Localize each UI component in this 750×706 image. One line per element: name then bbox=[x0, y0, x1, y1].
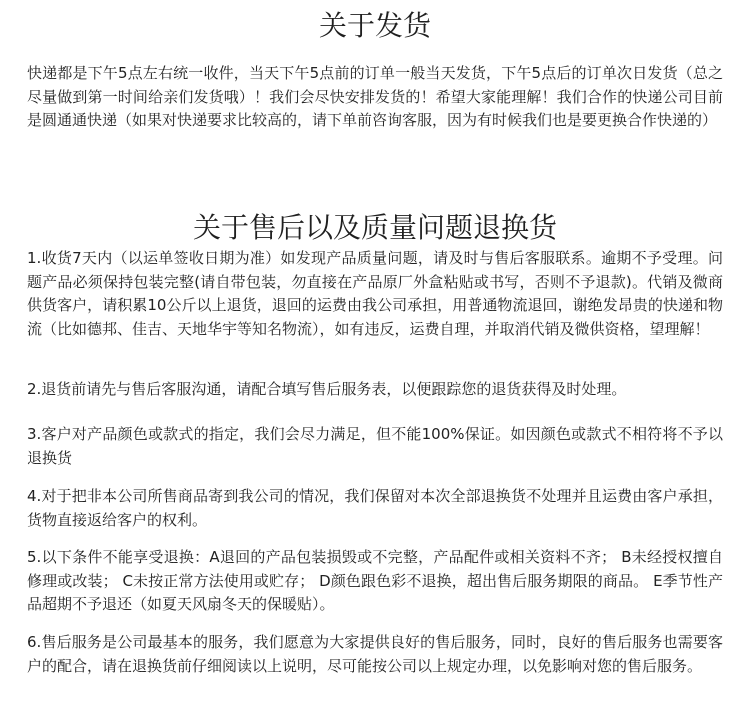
after-sales-item-6: 6.售后服务是公司最基本的服务，我们愿意为大家提供良好的售后服务，同时，良好的售后服务也需要客户的配合，请在退换货前仔细阅读以上说明，尽可能按公司以上规定办理，以免影响对您的售后服务。 bbox=[27, 633, 723, 675]
after-sales-item-3: 3.客户对产品颜色或款式的指定，我们会尽力满足，但不能100%保证。如因颜色或款式不相符将不予以退换货 bbox=[27, 425, 723, 467]
shipping-body: 快递都是下午5点左右统一收件，当天下午5点前的订单一般当天发货，下午5点后的订单次日发货（总之尽量做到第一时间给亲们发货哦）！我们会尽快安排发货的！希望大家能理解！我们合作的快递公司目前是圆通通快递（如果对快递要求比较高的，请下单前咨询客服，因为有时候我们也是要更换合作快递的） bbox=[27, 64, 723, 129]
shipping-title: 关于发货 bbox=[318, 9, 431, 42]
after-sales-item-2: 2.退货前请先与售后客服沟通，请配合填写售后服务表，以便跟踪您的退货获得及时处理。 bbox=[27, 380, 627, 398]
after-sales-item-5: 5.以下条件不能享受退换：A退回的产品包装损毁或不完整，产品配件或相关资料不齐； B未经授权擅自修理或改装； C未按正常方法使用或贮存； D颜色跟色彩不退换，超出售后服务期限的商品。 E季节性产品超期不予退还（如夏天风扇冬天的保暖贴）。 bbox=[27, 548, 723, 613]
after-sales-item-1: 1.收货7天内（以运单签收日期为准）如发现产品质量问题，请及时与售后客服联系。逾期不予受理。问题产品必须保持包装完整(请自带包装，勿直接在产品原厂外盒粘贴或书写，否则不予退款)。代销及微商供货客户，请积累10公斤以上退货，退回的运费由我公司承担，用普通物流退回，谢绝发昂贵的快递和物流（比如德邦、佳吉、天地华宇等知名物流），如有违反，运费自理，并取消代销及微供资格，望理解！ bbox=[27, 249, 723, 338]
after-sales-item-4: 4.对于把非本公司所售商品寄到我公司的情况，我们保留对本次全部退换货不处理并且运费由客户承担，货物直接返给客户的权利。 bbox=[27, 487, 723, 529]
after-sales-title: 关于售后以及质量问题退换货 bbox=[192, 211, 557, 244]
